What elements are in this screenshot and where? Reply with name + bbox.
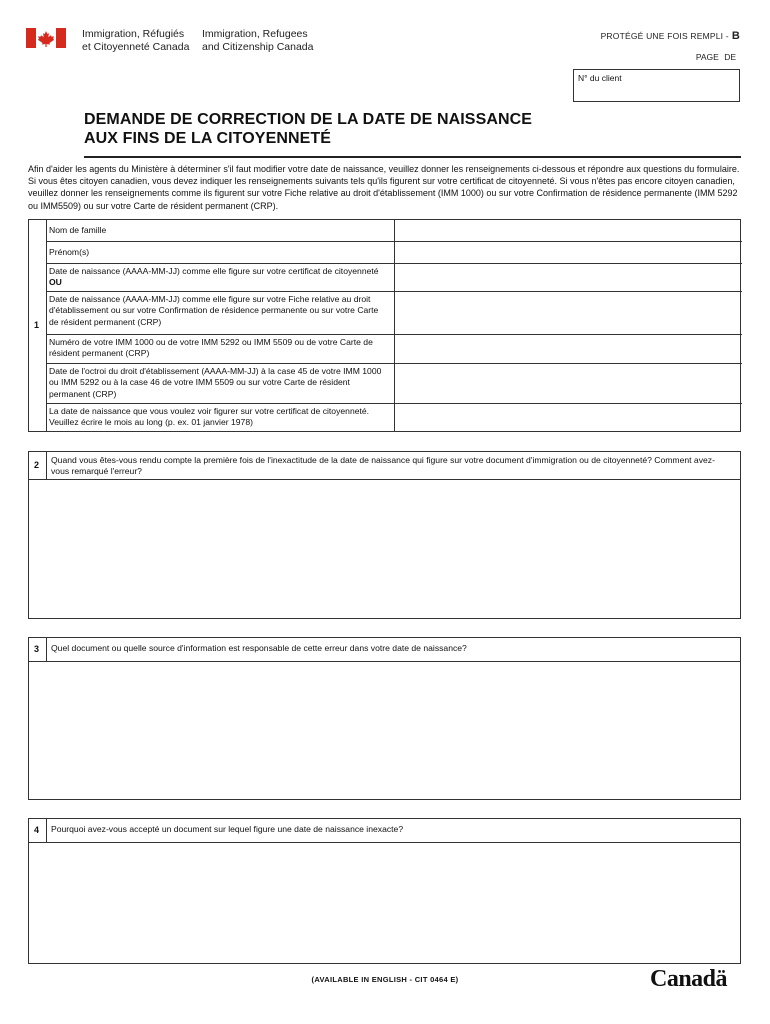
question-2-number-cell	[29, 452, 47, 479]
protected-level: B	[731, 30, 740, 42]
question-3-text: Quel document ou quelle source d'information est responsable de cette erreur dans votre date de naissance?	[51, 643, 467, 653]
question-3-number: 3	[34, 644, 40, 654]
question-3-number-cell	[29, 638, 47, 661]
question-2-answer-field[interactable]	[29, 479, 740, 618]
first-name-input[interactable]	[394, 242, 742, 263]
question-2-box	[28, 451, 741, 619]
dob-citizenship-label	[49, 266, 389, 289]
dob-citizenship-text: Date de naissance (AAAA-MM-JJ) comme elle figure sur votre certificat de citoyenneté	[49, 266, 379, 276]
title-divider	[84, 156, 741, 158]
first-name-label: Prénom(s)	[49, 247, 90, 257]
question-3-header	[29, 638, 740, 662]
question-4-header	[29, 819, 740, 843]
desired-dob-label: La date de naissance que vous voulez voir figurer sur votre certificat de citoyenneté. Veuillez écrire le mois au long (p. ex. 01 janvier 1978)	[49, 406, 370, 428]
question-4-number: 4	[34, 825, 40, 835]
landing-date-input[interactable]	[394, 364, 742, 403]
canada-flag-icon	[26, 28, 66, 48]
document-number-label: Numéro de votre IMM 1000 ou de votre IMM 5292 ou IMM 5509 ou de votre Carte de résident permanent (CRP)	[49, 337, 373, 359]
table-row-desired-dob	[46, 404, 742, 431]
protected-label: PROTÉGÉ UNE FOIS REMPLI -	[600, 31, 729, 41]
table-row-last-name	[46, 220, 742, 242]
question-4-answer-field[interactable]	[29, 842, 740, 963]
question-2-text: Quand vous êtes-vous rendu compte la première fois de l'inexactitude de la date de naissance qui figure sur votre document d'immigration ou de citoyenneté? Comment avez-vous remarqué l'erreur?	[51, 455, 715, 477]
section-1-table	[28, 219, 741, 432]
dob-landing-input[interactable]	[394, 292, 742, 334]
intro-text: Afin d'aider les agents du Ministère à déterminer s'il faut modifier votre date de naissance, veuillez donner les renseignements ci-dessous et répondre aux questions du formulaire. Si vous êtes citoyen canadien, vous devez indiquer les renseignements suivants tels qu'ils figurent sur votre certificat de citoyenneté. Si vous n'êtes pas encore citoyen canadien, veuillez donner les renseignements comme ils figurent sur votre Fiche relative au droit d'établissement (IMM 1000) ou sur votre Confirmation de résidence permanente (IMM 5292 ou IMM5509) ou sur votre Carte de résident permanent (CRP).	[28, 164, 740, 211]
dept-fr-line2: et Citoyenneté Canada	[82, 40, 190, 53]
page-label: PAGE	[695, 52, 719, 62]
title-line2: AUX FINS DE LA CITOYENNETÉ	[84, 130, 332, 147]
table-row-dob-citizenship	[46, 264, 742, 292]
question-4-number-cell	[29, 819, 47, 842]
question-2-number: 2	[34, 460, 40, 470]
table-row-landing-date	[46, 364, 742, 404]
protected-designation	[601, 30, 740, 42]
dob-citizenship-or: OU	[49, 277, 62, 288]
question-4-text: Pourquoi avez-vous accepté un document sur lequel figure une date de naissance inexacte?	[51, 824, 404, 834]
table-row-document-number	[46, 335, 742, 364]
page-of-label: DE	[724, 52, 736, 62]
client-number-field[interactable]	[573, 69, 740, 102]
question-3-answer-field[interactable]	[29, 661, 740, 799]
last-name-label: Nom de famille	[49, 225, 107, 235]
page-title	[84, 110, 532, 148]
question-2-header	[29, 452, 740, 480]
title-line1: DEMANDE DE CORRECTION DE LA DATE DE NAISSANCE	[84, 111, 533, 128]
dept-en-line1: Immigration, Refugees	[202, 28, 308, 40]
department-name-en	[202, 28, 314, 53]
dob-landing-label: Date de naissance (AAAA-MM-JJ) comme elle figure sur votre Fiche relative au droit d'établissement ou sur votre Confirmation de résidence permanente ou sur votre Carte de résident permanent (CRP)	[49, 294, 379, 327]
table-row-dob-landing	[46, 292, 742, 335]
document-number-input[interactable]	[394, 335, 742, 363]
landing-date-label: Date de l'octroi du droit d'établissement (AAAA-MM-JJ) à la case 45 de votre IMM 1000 ou IMM 5292 ou à la case 46 de votre IMM 5509 ou sur votre Carte de résident permanent (CRP)	[49, 366, 382, 399]
dob-citizenship-input[interactable]	[394, 264, 742, 291]
desired-dob-input[interactable]	[394, 404, 742, 431]
dept-en-line2: and Citizenship Canada	[202, 40, 314, 53]
department-name-fr	[82, 28, 189, 53]
dept-fr-line1: Immigration, Réfugiés	[82, 28, 185, 40]
question-3-box	[28, 637, 741, 800]
section-1-number: 1	[34, 320, 40, 330]
form-code-note: (AVAILABLE IN ENGLISH - CIT 0464 E)	[311, 975, 459, 984]
canada-wordmark: Canadä	[650, 966, 728, 992]
question-4-box	[28, 818, 741, 964]
section-1-number-column	[29, 220, 47, 431]
last-name-input[interactable]	[394, 220, 742, 241]
table-row-first-name	[46, 242, 742, 264]
client-number-label: N° du client	[578, 73, 622, 83]
page-number	[696, 52, 736, 62]
